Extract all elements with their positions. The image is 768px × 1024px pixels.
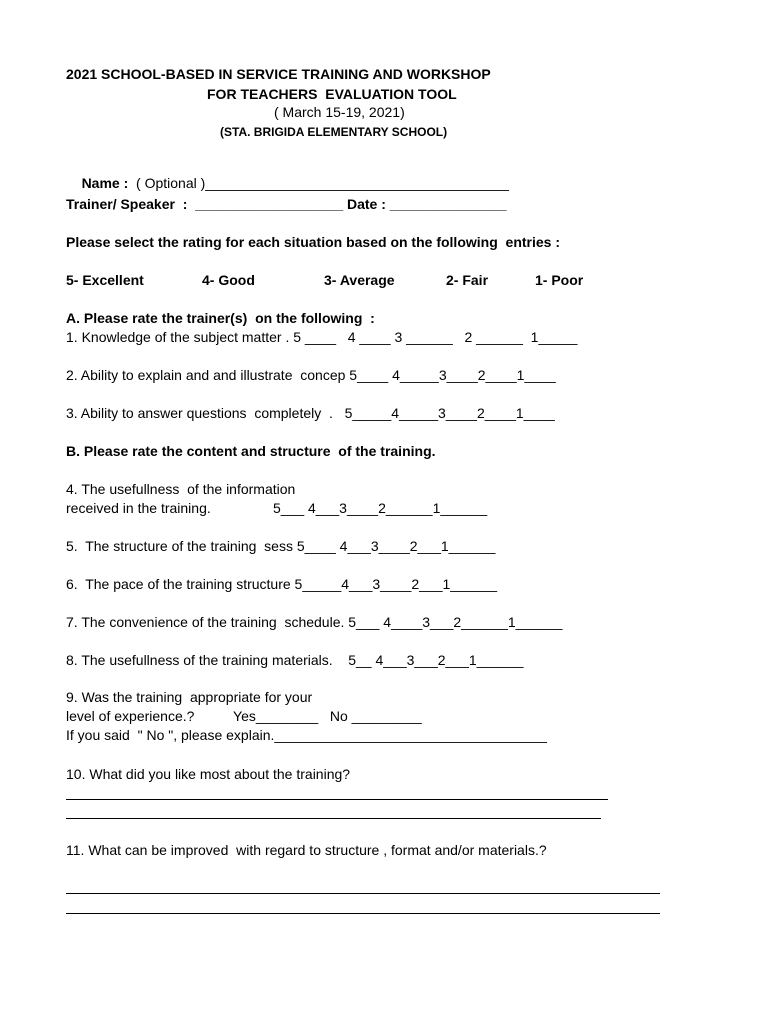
question-11-prompt: 11. What can be improved with regard to structure , format and/or materials.? (66, 842, 547, 858)
section-b-item-5[interactable]: 5. The structure of the training sess 5____ 4___3____2___1______ (66, 538, 496, 554)
scale-excellent: 5- Excellent (66, 272, 144, 288)
section-a-heading: A. Please rate the trainer(s) on the following : (66, 310, 375, 326)
school-name: (STA. BRIGIDA ELEMENTARY SCHOOL) (220, 125, 448, 139)
question-10-answer-line-2[interactable] (66, 818, 601, 819)
question-11-answer-line-1[interactable] (66, 893, 660, 894)
trainer-date-field-line[interactable]: Trainer/ Speaker : ___________________ Date : _______________ (66, 196, 507, 212)
rating-instructions: Please select the rating for each situation based on the following entries : (66, 234, 560, 250)
question-11-answer-line-2[interactable] (66, 913, 660, 914)
question-10-answer-line-1[interactable] (66, 799, 608, 800)
question-9-line-1: 9. Was the training appropriate for your (66, 689, 313, 705)
question-10-prompt: 10. What did you like most about the training? (66, 766, 351, 782)
title-line-1: 2021 SCHOOL-BASED IN SERVICE TRAINING AND WORKSHOP (66, 66, 491, 82)
question-9-line-3[interactable]: If you said " No ", please explain.___________________________________ (66, 727, 547, 743)
name-label: Name : (81, 175, 129, 191)
scale-fair: 2- Fair (446, 272, 489, 288)
scale-average: 3- Average (324, 272, 395, 288)
title-line-2: FOR TEACHERS EVALUATION TOOL (207, 86, 457, 102)
section-b-heading: B. Please rate the content and structure of the training. (66, 443, 436, 459)
rating-scale (66, 272, 666, 289)
date-range: ( March 15-19, 2021) (274, 104, 405, 120)
scale-poor: 1- Poor (535, 272, 584, 288)
section-b-item-6[interactable]: 6. The pace of the training structure 5_____4___3____2___1______ (66, 576, 497, 592)
section-b-item-4-line-2[interactable]: received in the training. 5___ 4___3____2______1______ (66, 500, 488, 516)
name-blank[interactable]: ( Optional )_______________________________________ (128, 175, 509, 191)
section-a-item-3[interactable]: 3. Ability to answer questions completely . 5_____4_____3____2____1____ (66, 405, 555, 421)
section-b-item-8[interactable]: 8. The usefullness of the training materials. 5__ 4___3___2___1______ (66, 652, 524, 668)
section-b-item-7[interactable]: 7. The convenience of the training schedule. 5___ 4____3___2______1______ (66, 614, 563, 630)
question-9-line-2[interactable]: level of experience.? Yes________ No _________ (66, 708, 422, 724)
section-b-item-4-line-1: 4. The usefullness of the information (66, 481, 296, 497)
section-a-item-2[interactable]: 2. Ability to explain and and illustrate concep 5____ 4_____3____2____1____ (66, 367, 556, 383)
section-a-item-1[interactable]: 1. Knowledge of the subject matter . 5 ____ 4 ____ 3 ______ 2 ______ 1_____ (66, 329, 578, 345)
scale-good: 4- Good (202, 272, 255, 288)
